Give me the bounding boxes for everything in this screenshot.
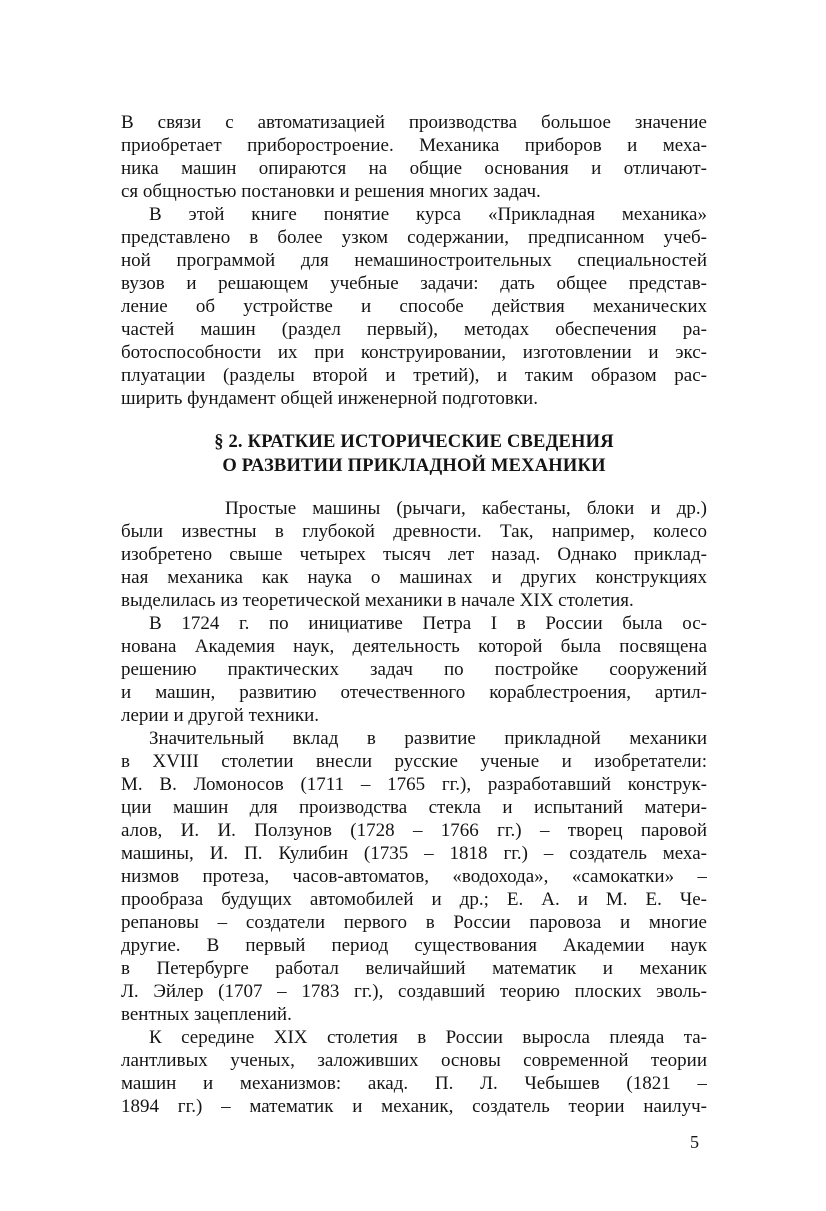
section-line-5: выделилась из теоретической механики в начале XIX столетия. <box>121 590 634 611</box>
section-line-13: М. В. Ломоносов (1711 – 1765 гг.), разработавший конструк- <box>121 774 707 795</box>
intro-line-6: представлено в более узком содержании, предписанном учеб- <box>121 227 707 248</box>
section-line-8: решению практических задач по постройке сооружений <box>121 659 707 680</box>
section-line-23: вентных зацеплений. <box>121 1004 292 1025</box>
section-line-24: К середине XIX столетия в России выросла плеяда та- <box>149 1027 707 1048</box>
section-line-15: алов, И. И. Ползунов (1728 – 1766 гг.) – творец паровой <box>121 820 707 841</box>
section-line-14: ции машин для производства стекла и испытаний матери- <box>121 797 707 818</box>
section-line-9: и машин, развитию отечественного кораблестроения, артил- <box>121 682 707 703</box>
section-line-25: лантливых ученых, заложивших основы современной теории <box>121 1050 707 1071</box>
section-line-17: низмов протеза, часов-автоматов, «водохода», «самокатки» – <box>121 866 707 887</box>
section-line-1: Простые машины (рычаги, кабестаны, блоки и др.) <box>225 498 707 519</box>
intro-line-11: ботоспособности их при конструировании, изготовлении и экс- <box>121 342 707 363</box>
section-line-27: 1894 гг.) – математик и механик, создатель теории наилуч- <box>121 1096 707 1117</box>
intro-line-12: плуатации (разделы второй и третий), и таким образом рас- <box>121 365 707 386</box>
section-line-4: ная механика как наука о машинах и других конструкциях <box>121 567 707 588</box>
intro-line-2: приобретает приборостроение. Механика приборов и меха- <box>121 135 707 156</box>
intro-line-10: частей машин (раздел первый), методах обеспечения ра- <box>121 319 707 340</box>
section-heading-line-2: О РАЗВИТИИ ПРИКЛАДНОЙ МЕХАНИКИ <box>222 456 606 476</box>
section-line-7: нована Академия наук, деятельность которой была посвящена <box>121 636 707 657</box>
section-line-22: Л. Эйлер (1707 – 1783 гг.), создавший теорию плоских эволь- <box>121 981 707 1002</box>
section-line-19: репановы – создатели первого в России паровоза и многие <box>121 912 707 933</box>
section-line-18: прообраза будущих автомобилей и др.; Е. А. и М. Е. Че- <box>121 889 707 910</box>
intro-line-1: В связи с автоматизацией производства большое значение <box>121 112 707 133</box>
section-line-16: машины, И. П. Кулибин (1735 – 1818 гг.) – создатель меха- <box>121 843 707 864</box>
section-line-12: в XVIII столетии внесли русские ученые и изобретатели: <box>121 751 707 772</box>
intro-line-8: вузов и решающем учебные задачи: дать общее представ- <box>121 273 707 294</box>
section-line-6: В 1724 г. по инициативе Петра I в России была ос- <box>149 613 707 634</box>
section-line-11: Значительный вклад в развитие прикладной механики <box>149 728 707 749</box>
section-line-3: изобретено свыше четырех тысяч лет назад. Однако приклад- <box>121 544 707 565</box>
section-line-20: другие. В первый период существования Академии наук <box>121 935 707 956</box>
page-number: 5 <box>690 1132 699 1152</box>
intro-line-9: ление об устройстве и способе действия механических <box>121 296 707 317</box>
intro-line-13: ширить фундамент общей инженерной подготовки. <box>121 388 538 409</box>
intro-line-3: ника машин опираются на общие основания и отличают- <box>121 158 707 179</box>
section-line-10: лерии и другой техники. <box>121 705 320 726</box>
section-line-2: были известны в глубокой древности. Так, например, колесо <box>121 521 707 542</box>
intro-line-5: В этой книге понятие курса «Прикладная механика» <box>149 204 707 225</box>
intro-line-7: ной программой для немашиностроительных специальностей <box>121 250 707 271</box>
section-line-21: в Петербурге работал величайший математик и механик <box>121 958 707 979</box>
section-line-26: машин и механизмов: акад. П. Л. Чебышев (1821 – <box>121 1073 707 1094</box>
intro-line-4: ся общностью постановки и решения многих задач. <box>121 181 541 202</box>
section-heading-line-1: § 2. КРАТКИЕ ИСТОРИЧЕСКИЕ СВЕДЕНИЯ <box>214 432 614 452</box>
